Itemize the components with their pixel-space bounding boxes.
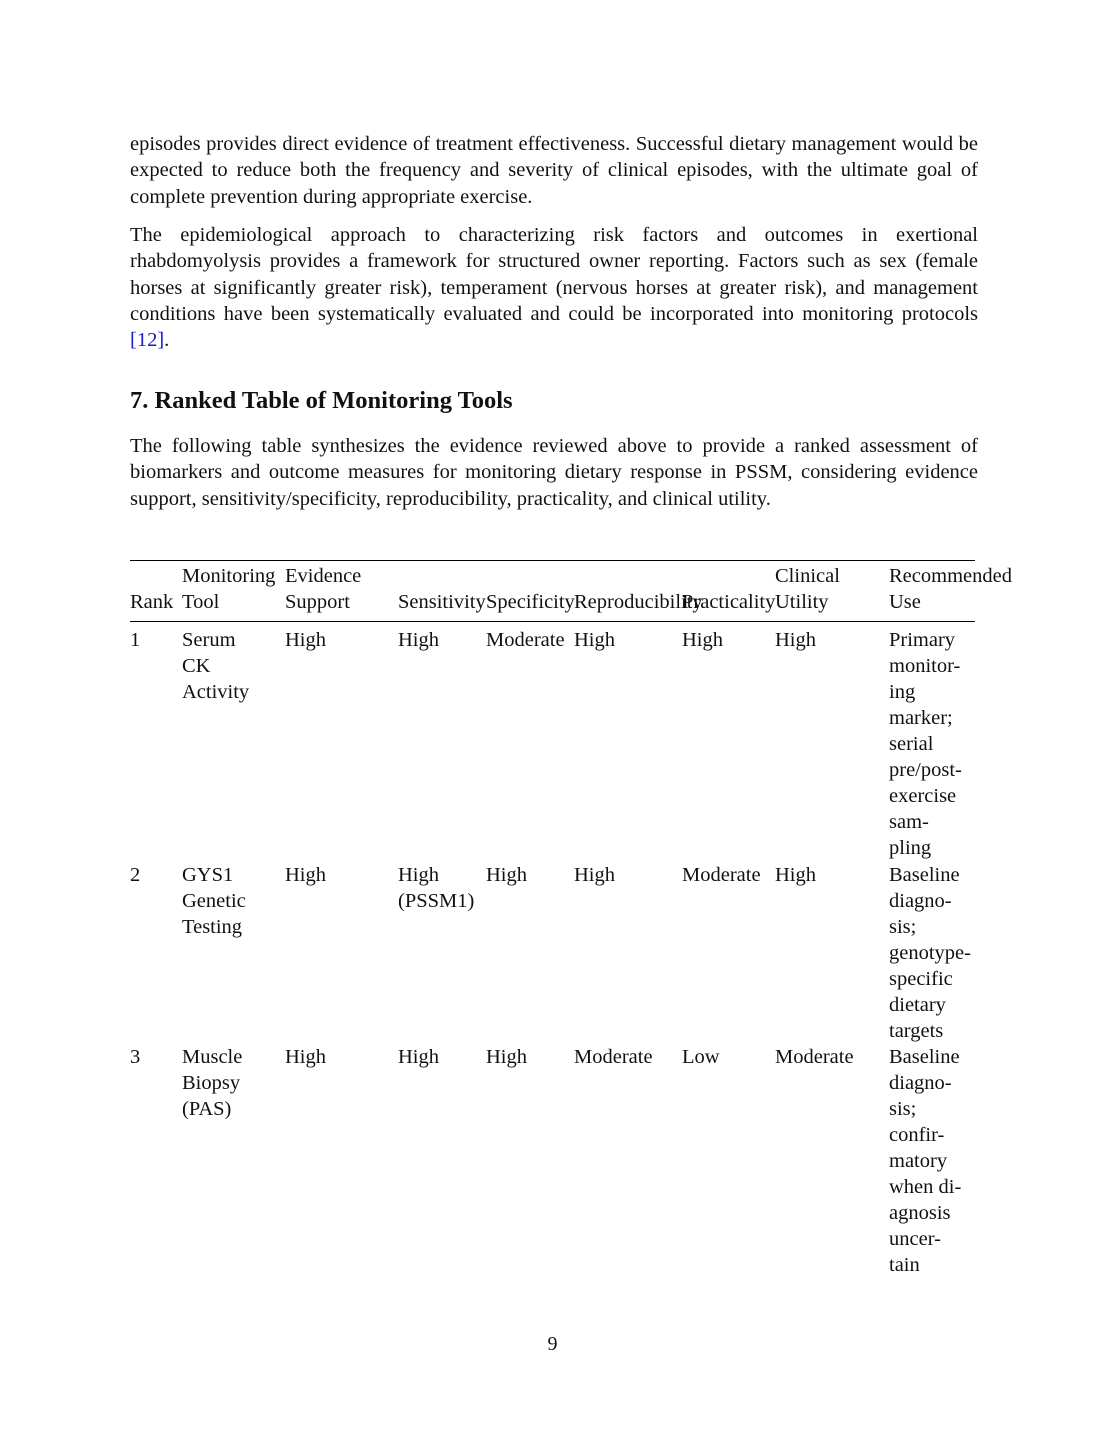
- paragraph-text: The epidemiological approach to characterizing risk factors and outcomes in exertional rhabdomyolysis provides a framework for structured owner reporting. Factors such as sex (female horses at significantly greater risk), temperament (nervous horses at greater risk), and management conditions have been systematically evaluated and could be incorporated into monitoring protocols: [130, 224, 978, 325]
- section-heading: 7. Ranked Table of Monitoring Tools: [130, 387, 513, 414]
- cell-recommended-use: Primary monitor- ing marker; serial pre/post- exercise sam- pling: [889, 629, 962, 859]
- cell-recommended-use: Baseline diagno- sis; confir- matory when di- agnosis uncer- tain: [889, 1046, 962, 1276]
- header-evidence-support: Evidence Support: [285, 565, 362, 613]
- cell-evidence: High: [285, 1046, 326, 1068]
- cell-tool: GYS1 Genetic Testing: [182, 864, 246, 938]
- header-sensitivity: Sensitivity: [398, 591, 486, 613]
- cell-practicality: Low: [682, 1046, 720, 1068]
- cell-rank: 3: [130, 1046, 141, 1068]
- cell-specificity: High: [486, 1046, 527, 1068]
- header-monitoring-tool: Monitoring Tool: [182, 565, 276, 613]
- table-header-rule: [130, 621, 975, 622]
- citation-link-12[interactable]: [12]: [130, 329, 165, 352]
- table-top-rule: [130, 560, 975, 561]
- header-rank: Rank: [130, 591, 174, 613]
- cell-specificity: High: [486, 864, 527, 886]
- paragraph-treatment-effectiveness: episodes provides direct evidence of treatment effectiveness. Successful dietary management would be expected to reduce both the frequency and severity of clinical episodes, with the ultimate goal of complete prevention during appropriate exercise.: [130, 133, 978, 208]
- cell-sensitivity: High: [398, 629, 439, 651]
- cell-clinical-utility: High: [775, 864, 816, 886]
- cell-reproducibility: High: [574, 864, 615, 886]
- cell-rank: 1: [130, 629, 141, 651]
- cell-clinical-utility: Moderate: [775, 1046, 854, 1068]
- paragraph-table-intro: The following table synthesizes the evidence reviewed above to provide a ranked assessment of biomarkers and outcome measures for monitoring dietary response in PSSM, considering evidence support, sensitivity/specificity, reproducibility, practicality, and clinical utility.: [130, 435, 978, 510]
- paragraph-epidemiological-approach: [130, 222, 978, 353]
- header-recommended-use: Recommended Use: [889, 565, 1012, 613]
- cell-reproducibility: High: [574, 629, 615, 651]
- cell-recommended-use: Baseline diagno- sis; genotype- specific dietary targets: [889, 864, 971, 1042]
- cell-specificity: Moderate: [486, 629, 565, 651]
- cell-evidence: High: [285, 864, 326, 886]
- cell-clinical-utility: High: [775, 629, 816, 651]
- paragraph-end: .: [164, 329, 170, 352]
- cell-tool: Serum CK Activity: [182, 629, 250, 703]
- page-number: 9: [547, 1333, 558, 1355]
- header-practicality: Practicality: [682, 591, 776, 613]
- header-clinical-utility: Clinical Utility: [775, 565, 840, 613]
- cell-evidence: High: [285, 629, 326, 651]
- header-specificity: Specificity: [486, 591, 575, 613]
- cell-sensitivity: High: [398, 1046, 439, 1068]
- cell-sensitivity: High (PSSM1): [398, 864, 475, 912]
- cell-tool: Muscle Biopsy (PAS): [182, 1046, 243, 1120]
- cell-rank: 2: [130, 864, 141, 886]
- cell-reproducibility: Moderate: [574, 1046, 653, 1068]
- cell-practicality: High: [682, 629, 723, 651]
- header-reproducibility: Reproducibility: [574, 591, 703, 613]
- cell-practicality: Moderate: [682, 864, 761, 886]
